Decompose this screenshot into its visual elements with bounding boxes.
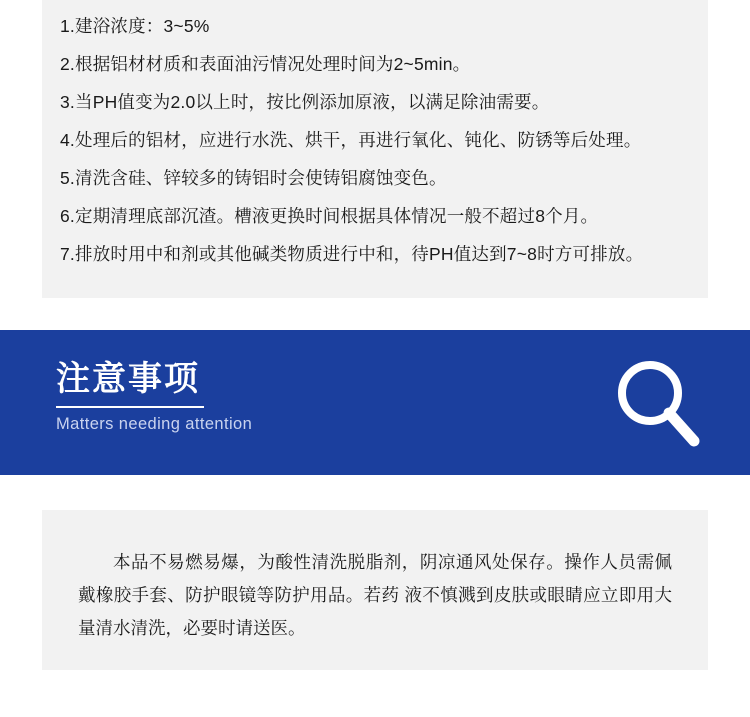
instructions-panel: [42, 0, 708, 298]
section-subtitle: Matters needing attention: [56, 415, 253, 433]
title-underline: [56, 406, 204, 408]
list-item: 2.根据铝材材质和表面油污情况处理时间为2~5min。: [60, 54, 471, 74]
list-item: 4.处理后的铝材，应进行水洗、烘干，再进行氧化、钝化、防锈等后处理。: [60, 130, 642, 150]
note-panel: [42, 510, 708, 670]
list-item: 1.建浴浓度：3~5%: [60, 16, 210, 36]
section-banner: [0, 330, 750, 475]
instruction-list: [60, 0, 690, 273]
section-title: 注意事项: [56, 360, 200, 398]
list-item: 6.定期清理底部沉渣。槽液更换时间根据具体情况一般不超过8个月。: [60, 206, 599, 226]
list-item: 3.当PH值变为2.0以上时，按比例添加原液，以满足除油需要。: [60, 92, 550, 112]
banner-text-block: [56, 357, 252, 434]
list-item: 5.清洗含硅、锌较多的铸铝时会使铸铝腐蚀变色。: [60, 168, 447, 188]
list-item: 7.排放时用中和剂或其他碱类物质进行中和，待PH值达到7~8时方可排放。: [60, 244, 644, 264]
search-icon: [610, 355, 706, 451]
note-text: 本品不易燃易爆，为酸性清洗脱脂剂，阴凉通风处保存。操作人员需佩戴橡胶手套、防护眼镜等防护用品。若药 液不慎溅到皮肤或眼睛应立即用大量清水清洗，必要时请送医。: [78, 552, 672, 638]
